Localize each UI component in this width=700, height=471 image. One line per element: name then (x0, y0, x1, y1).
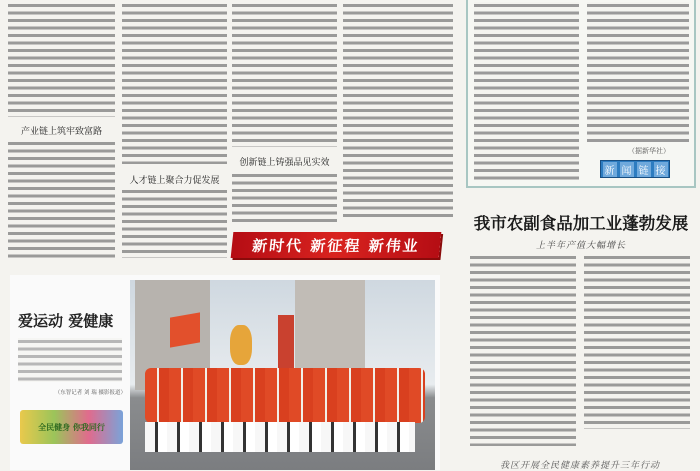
box-column (587, 2, 689, 142)
source-note: （据新华社） (628, 147, 670, 155)
badge-char: 闻 (620, 162, 634, 177)
subhead: 产业链上筑牢致富路 (20, 127, 102, 137)
article-column (232, 2, 337, 147)
flag (230, 325, 252, 365)
runners-legs (145, 422, 415, 452)
article-column (470, 254, 576, 446)
feature-title: 爱运动 爱健康 (18, 312, 114, 330)
article-column (343, 2, 453, 220)
flag (170, 312, 200, 347)
badge-char: 新 (603, 162, 617, 177)
feature-caption (18, 338, 122, 382)
next-article-headline: 我区开展全民健康素养提升三年行动 (499, 461, 660, 471)
building (295, 280, 365, 380)
badge-char: 接 (654, 162, 668, 177)
article-column (584, 254, 690, 429)
red-banner: 新时代 新征程 新伟业 (231, 232, 442, 258)
article-subtitle: 上半年产值大幅增长 (535, 241, 626, 251)
article-column (8, 2, 115, 117)
subhead: 人才链上聚合力促发展 (129, 176, 220, 186)
article-column (8, 140, 115, 258)
article-column (122, 188, 227, 258)
runners-photo (130, 280, 435, 470)
article-headline: 我市农副食品加工业蓬勃发展 (473, 214, 689, 233)
photo-credit: （东智记者 刘 瑞 摄影报道） (54, 390, 126, 396)
box-column (474, 2, 579, 180)
subhead: 创新链上铸强品见实效 (239, 158, 330, 168)
flag (278, 315, 294, 370)
fitness-logo: 全民健身 你我同行 (20, 410, 123, 444)
runners-group (145, 368, 425, 423)
article-column (122, 2, 227, 164)
article-column (232, 172, 337, 224)
badge-char: 链 (637, 162, 651, 177)
news-link-badge (600, 160, 670, 178)
